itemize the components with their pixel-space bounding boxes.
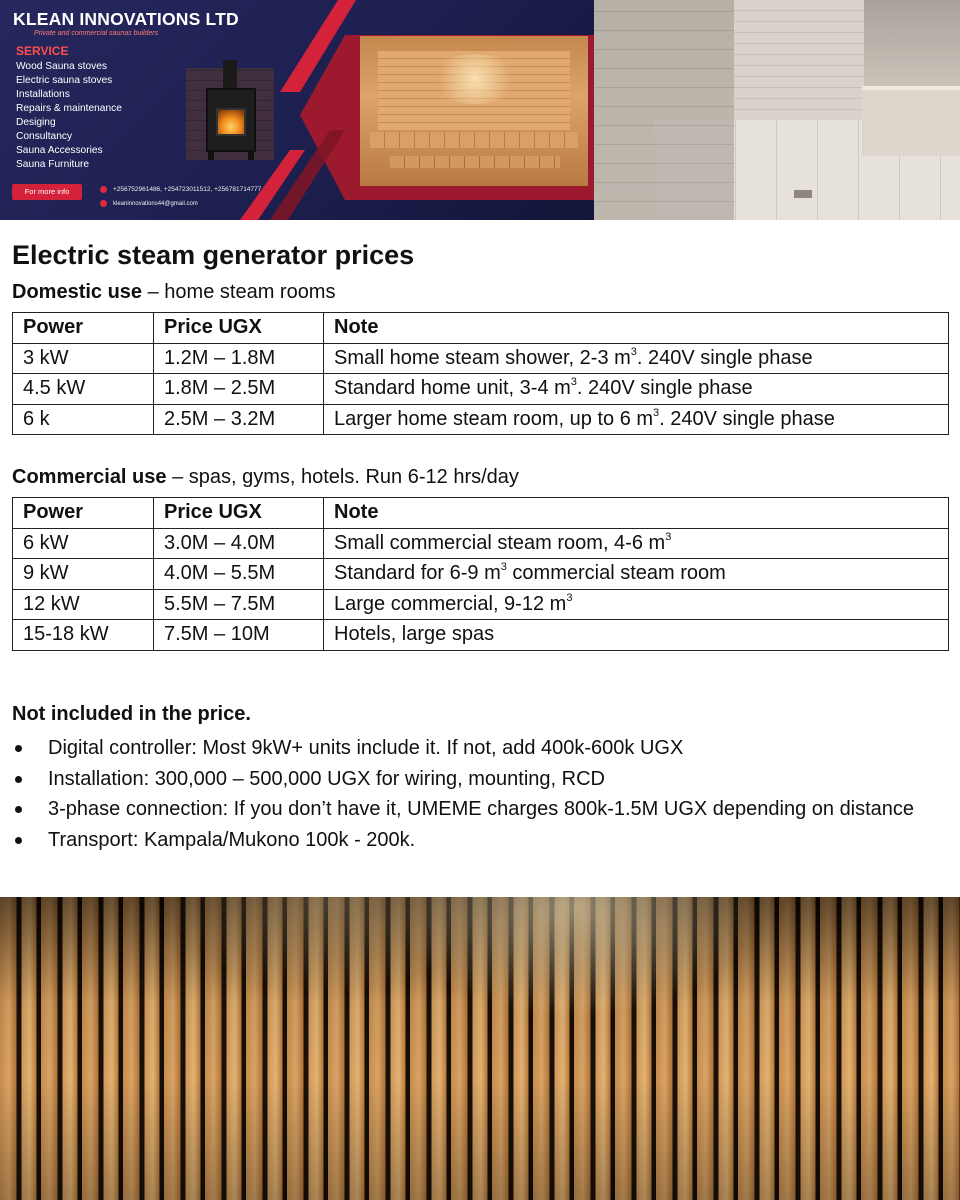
wood-slat-wall-image — [0, 897, 960, 1200]
column-header-power: Power — [13, 498, 154, 529]
sauna-bench-upper — [370, 132, 578, 148]
note-text: Large commercial, 9-12 m — [334, 592, 567, 615]
table-header-row — [13, 498, 949, 529]
commercial-label-bold: Commercial use — [12, 466, 167, 488]
table-row — [13, 528, 949, 559]
tiled-back-wall — [734, 0, 864, 120]
power-cell: 4.5 kW — [13, 374, 154, 405]
column-header-power: Power — [13, 313, 154, 344]
domestic-price-table — [12, 312, 949, 435]
note-cell — [324, 343, 949, 374]
column-header-note: Note — [324, 498, 949, 529]
sauna-light-glow — [430, 54, 520, 104]
phone-icon — [100, 186, 107, 193]
note-text-suffix: . 240V single phase — [576, 377, 753, 400]
list-item: Installation: 300,000 – 500,000 UGX for wiring, mounting, RCD — [12, 764, 952, 795]
table-row — [13, 343, 949, 374]
power-cell: 6 k — [13, 404, 154, 435]
service-item: Installations — [16, 89, 70, 100]
service-item: Sauna Furniture — [16, 159, 90, 170]
note-superscript: 3 — [500, 561, 507, 574]
power-cell: 6 kW — [13, 528, 154, 559]
note-superscript: 3 — [665, 530, 672, 543]
spotlight-overlay — [0, 897, 960, 1200]
service-item: Repairs & maintenance — [16, 103, 122, 114]
service-item: Sauna Accessories — [16, 145, 103, 156]
price-cell: 7.5M – 10M — [154, 620, 324, 651]
note-superscript: 3 — [630, 345, 637, 358]
price-cell: 3.0M – 4.0M — [154, 528, 324, 559]
price-cell: 1.8M – 2.5M — [154, 374, 324, 405]
note-text: Standard home unit, 3-4 m — [334, 377, 571, 400]
power-cell: 12 kW — [13, 589, 154, 620]
list-item: 3-phase connection: If you don’t have it, UMEME charges 800k-1.5M UGX depending on distance — [12, 794, 952, 825]
column-header-price: Price UGX — [154, 313, 324, 344]
note-text: Small commercial steam room, 4-6 m — [334, 531, 666, 554]
service-heading: SERVICE — [16, 44, 69, 58]
commercial-price-table — [12, 497, 949, 651]
sauna-bench-lower — [390, 156, 560, 168]
service-item: Electric sauna stoves — [16, 75, 113, 86]
note-cell — [324, 404, 949, 435]
table-row — [13, 559, 949, 590]
service-item: Desiging — [16, 117, 56, 128]
power-cell: 3 kW — [13, 343, 154, 374]
table-row — [13, 374, 949, 405]
column-header-price: Price UGX — [154, 498, 324, 529]
note-superscript: 3 — [566, 591, 573, 604]
domestic-label-rest: – home steam rooms — [142, 281, 336, 303]
note-cell — [324, 589, 949, 620]
email-icon — [100, 200, 107, 207]
note-superscript: 3 — [570, 376, 577, 389]
note-cell — [324, 374, 949, 405]
tiled-bench — [862, 86, 960, 156]
note-text: Hotels, large spas — [334, 623, 495, 646]
service-item: Wood Sauna stoves — [16, 61, 107, 72]
note-text: Small home steam shower, 2-3 m — [334, 346, 631, 369]
note-cell — [324, 528, 949, 559]
list-item: Digital controller: Most 9kW+ units include it. If not, add 400k-600k UGX — [12, 733, 952, 764]
note-text-suffix: . 240V single phase — [636, 346, 813, 369]
not-included-heading: Not included in the price. — [12, 703, 251, 725]
tiled-side-wall — [594, 0, 734, 220]
promo-advert — [0, 0, 594, 220]
power-cell: 15-18 kW — [13, 620, 154, 651]
column-header-note: Note — [324, 313, 949, 344]
domestic-section-label — [12, 281, 335, 304]
note-text-suffix: . 240V single phase — [659, 407, 835, 430]
company-tagline: Private and commercial saunas builders — [34, 30, 159, 37]
steam-room-image — [594, 0, 960, 220]
page-title: Electric steam generator prices — [12, 240, 415, 270]
company-name: KLEAN INNOVATIONS LTD — [13, 9, 239, 29]
price-cell: 4.0M – 5.5M — [154, 559, 324, 590]
list-item: Transport: Kampala/Mukono 100k - 200k. — [12, 825, 952, 856]
note-cell — [324, 559, 949, 590]
service-item: Consultancy — [16, 131, 73, 142]
commercial-section-label — [12, 466, 519, 489]
price-cell: 2.5M – 3.2M — [154, 404, 324, 435]
commercial-label-rest: – spas, gyms, hotels. Run 6-12 hrs/day — [166, 466, 519, 488]
note-cell — [324, 620, 949, 651]
phone-numbers: +256752961486, +254723011512, +256781714777 — [113, 186, 262, 194]
domestic-label-bold: Domestic use — [12, 281, 143, 303]
table-row — [13, 404, 949, 435]
sauna-room-image — [360, 36, 588, 186]
more-info-button[interactable]: For more info — [12, 184, 82, 200]
note-text: Standard for 6-9 m — [334, 562, 501, 585]
note-text-suffix: commercial steam room — [506, 562, 726, 585]
note-text: Larger home steam room, up to 6 m — [334, 407, 654, 430]
price-cell: 5.5M – 7.5M — [154, 589, 324, 620]
table-header-row — [13, 313, 949, 344]
contact-email — [100, 200, 198, 207]
header-banner — [0, 0, 960, 220]
power-cell: 9 kW — [13, 559, 154, 590]
table-row — [13, 620, 949, 651]
email-address: kleaninnovations44@gmail.com — [113, 201, 198, 208]
price-cell: 1.2M – 1.8M — [154, 343, 324, 374]
note-superscript: 3 — [653, 406, 660, 419]
floor-drain — [794, 190, 812, 198]
table-row — [13, 589, 949, 620]
contact-phones — [100, 186, 261, 193]
not-included-list — [12, 733, 952, 855]
